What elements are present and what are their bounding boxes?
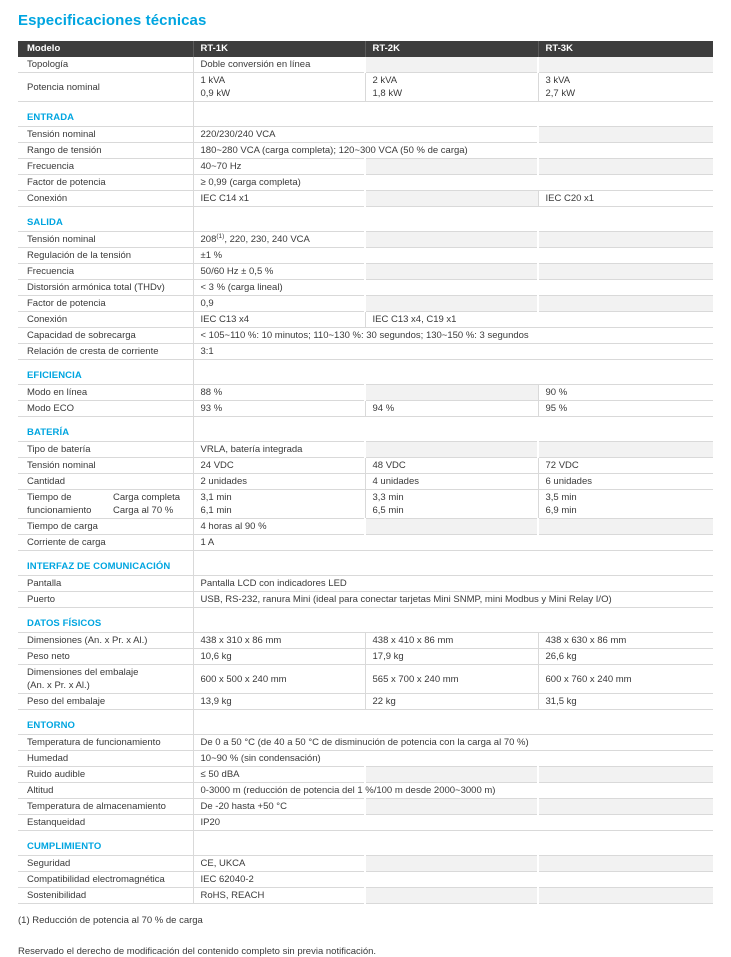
- spec-value-line: 3 kVA: [545, 75, 571, 86]
- spec-value: [538, 694, 713, 710]
- label-with-sublabels: [27, 491, 193, 517]
- spec-value-line: 0-3000 m (reducción de potencia del 1 %/100 m desde 2000~3000 m): [200, 785, 496, 796]
- spec-value: [538, 458, 713, 474]
- spec-value: [193, 592, 713, 608]
- section-row-cumplimiento: [18, 831, 713, 856]
- section-spacer: [193, 102, 713, 127]
- spec-value: [538, 385, 713, 401]
- spec-sublabel: Carga al 70 %: [113, 505, 174, 516]
- spec-label: Seguridad: [18, 856, 193, 872]
- section-row-salida: [18, 207, 713, 232]
- spec-value: [365, 665, 538, 694]
- spec-value: [193, 649, 365, 665]
- table-row: [18, 519, 713, 535]
- empty-cell: [538, 159, 713, 175]
- spec-value-line: 22 kg: [372, 696, 396, 707]
- spec-label-text: Tiempo de funcionamiento: [27, 492, 92, 516]
- spec-label-text: Dimensiones del embalaje: [27, 667, 139, 678]
- spec-value: [365, 474, 538, 490]
- spec-value-line: 0,9 kW: [200, 88, 231, 99]
- section-row-entorno: [18, 710, 713, 735]
- spec-value: [538, 191, 713, 207]
- table-row: [18, 248, 713, 264]
- footnote-ref: (1): [216, 232, 225, 240]
- empty-cell: [365, 767, 538, 783]
- empty-cell: [365, 799, 538, 815]
- spec-value-line: IP20: [200, 817, 221, 828]
- spec-label: Dimensiones (An. x Pr. x Al.): [18, 633, 193, 649]
- table-row: [18, 735, 713, 751]
- spec-value: [193, 344, 713, 360]
- empty-cell: [538, 888, 713, 904]
- spec-label: Potencia nominal: [18, 73, 193, 102]
- spec-value-line: 438 x 410 x 86 mm: [372, 635, 454, 646]
- spec-label: Modo ECO: [18, 401, 193, 417]
- spec-value: [193, 815, 713, 831]
- spec-value: [193, 248, 713, 264]
- value-post: , 220, 230, 240 VCA: [224, 234, 310, 245]
- spec-value-line: 48 VDC: [372, 460, 406, 471]
- table-row: [18, 665, 713, 694]
- table-row: [18, 143, 713, 159]
- spec-label: Tensión nominal: [18, 127, 193, 143]
- spec-value: [193, 576, 713, 592]
- spec-value-line: ≥ 0,99 (carga completa): [200, 177, 301, 188]
- spec-value: [193, 799, 365, 815]
- table-row: [18, 57, 713, 73]
- spec-value: [193, 519, 365, 535]
- footer-note: Reservado el derecho de modificación del contenido completo sin previa notificación.: [18, 946, 377, 957]
- table-row: [18, 535, 713, 551]
- spec-value: [193, 296, 365, 312]
- spec-value: [193, 191, 365, 207]
- spec-value: [193, 159, 365, 175]
- empty-cell: [365, 385, 538, 401]
- section-row-interfaz-de-comunicación: [18, 551, 713, 576]
- spec-label: Tiempo de carga: [18, 519, 193, 535]
- spec-value-line: 438 x 630 x 86 mm: [545, 635, 627, 646]
- spec-label: Ruido audible: [18, 767, 193, 783]
- spec-label: Conexión: [18, 191, 193, 207]
- spec-value-line: 565 x 700 x 240 mm: [372, 673, 459, 685]
- spec-value: [193, 232, 365, 248]
- spec-value: [365, 73, 538, 102]
- spec-value: [538, 665, 713, 694]
- spec-value-line: Pantalla LCD con indicadores LED: [200, 578, 347, 589]
- section-row-eficiencia: [18, 360, 713, 385]
- spec-value: [538, 474, 713, 490]
- spec-value-line: 24 VDC: [200, 460, 234, 471]
- spec-value: [193, 665, 365, 694]
- table-row: [18, 592, 713, 608]
- table-row: [18, 442, 713, 458]
- spec-value: [538, 401, 713, 417]
- spec-value-line: 438 x 310 x 86 mm: [200, 635, 282, 646]
- spec-table: [18, 41, 713, 904]
- spec-label: Conexión: [18, 312, 193, 328]
- spec-value-line: 4 horas al 90 %: [200, 521, 267, 532]
- spec-label: Frecuencia: [18, 159, 193, 175]
- spec-sublabel: Carga completa: [113, 492, 181, 503]
- spec-label: Topología: [18, 57, 193, 73]
- table-row: [18, 232, 713, 248]
- spec-value: [193, 490, 365, 519]
- table-row: [18, 458, 713, 474]
- table-row: [18, 649, 713, 665]
- table-row: [18, 296, 713, 312]
- spec-label: [18, 490, 193, 519]
- spec-label: Sostenibilidad: [18, 888, 193, 904]
- spec-value-line: 2 unidades: [200, 476, 247, 487]
- spec-value: [538, 633, 713, 649]
- spec-value-line: 2,7 kW: [545, 88, 576, 99]
- spec-value: [193, 442, 365, 458]
- table-row: [18, 799, 713, 815]
- spec-value-line: 6 unidades: [545, 476, 592, 487]
- spec-value: [193, 127, 538, 143]
- section-row-batería: [18, 417, 713, 442]
- spec-label: Temperatura de almacenamiento: [18, 799, 193, 815]
- spec-value: [365, 458, 538, 474]
- section-header-eficiencia: EFICIENCIA: [18, 360, 193, 385]
- spec-value: [365, 633, 538, 649]
- spec-label: Capacidad de sobrecarga: [18, 328, 193, 344]
- section-header-salida: SALIDA: [18, 207, 193, 232]
- table-row: [18, 490, 713, 519]
- spec-value: [193, 312, 365, 328]
- table-row: [18, 783, 713, 799]
- spec-label: [18, 665, 193, 694]
- section-header-cumplimiento: CUMPLIMIENTO: [18, 831, 193, 856]
- spec-value-line: 600 x 500 x 240 mm: [200, 673, 287, 685]
- spec-value: [538, 490, 713, 519]
- empty-cell: [365, 57, 538, 73]
- table-row: [18, 175, 713, 191]
- section-header-entorno: ENTORNO: [18, 710, 193, 735]
- spec-value: [193, 143, 713, 159]
- spec-label: Pantalla: [18, 576, 193, 592]
- section-spacer: [193, 551, 713, 576]
- section-row-datos-físicos: [18, 608, 713, 633]
- spec-label-text-2: (An. x Pr. x Al.): [27, 680, 90, 691]
- section-header-interfaz-de-comunicación: INTERFAZ DE COMUNICACIÓN: [18, 551, 193, 576]
- spec-value: [365, 649, 538, 665]
- section-row-entrada: [18, 102, 713, 127]
- spec-value: [193, 783, 713, 799]
- spec-value-line: 3:1: [200, 346, 214, 357]
- table-row: [18, 264, 713, 280]
- table-row: [18, 751, 713, 767]
- section-header-datos-físicos: DATOS FÍSICOS: [18, 608, 193, 633]
- spec-label: Factor de potencia: [18, 175, 193, 191]
- spec-value-line: < 105~110 %: 10 minutos; 110~130 %: 30 segundos; 130~150 %: 3 segundos: [200, 330, 529, 341]
- spec-label: Corriente de carga: [18, 535, 193, 551]
- empty-cell: [538, 232, 713, 248]
- empty-cell: [538, 799, 713, 815]
- spec-label: Cantidad: [18, 474, 193, 490]
- section-spacer: [193, 710, 713, 735]
- empty-cell: [538, 442, 713, 458]
- spec-label: Relación de cresta de corriente: [18, 344, 193, 360]
- spec-value-line: 6,5 min: [372, 505, 404, 516]
- section-spacer: [193, 831, 713, 856]
- spec-label: Humedad: [18, 751, 193, 767]
- spec-label: Estanqueidad: [18, 815, 193, 831]
- spec-value-line: 13,9 kg: [200, 696, 232, 707]
- spec-value-line: 10~90 % (sin condensación): [200, 753, 321, 764]
- spec-value-line: 40~70 Hz: [200, 161, 242, 172]
- spec-value-line: 0,9: [200, 298, 214, 309]
- spec-label: Peso neto: [18, 649, 193, 665]
- spec-label: Puerto: [18, 592, 193, 608]
- empty-cell: [365, 519, 538, 535]
- empty-cell: [365, 191, 538, 207]
- empty-cell: [538, 296, 713, 312]
- empty-cell: [538, 57, 713, 73]
- spec-value-line: 95 %: [545, 403, 568, 414]
- empty-cell: [538, 767, 713, 783]
- spec-value-line: 600 x 760 x 240 mm: [545, 673, 632, 685]
- spec-value-line: ≤ 50 dBA: [200, 769, 240, 780]
- spec-value: [193, 328, 713, 344]
- spec-value-line: IEC C20 x1: [545, 193, 595, 204]
- table-row: [18, 872, 713, 888]
- spec-value-line: ±1 %: [200, 250, 223, 261]
- spec-value: [365, 694, 538, 710]
- spec-value: [193, 280, 713, 296]
- spec-value-line: 1 A: [200, 537, 215, 548]
- spec-value: [193, 535, 713, 551]
- spec-value-line: 10,6 kg: [200, 651, 232, 662]
- spec-value: [193, 175, 713, 191]
- spec-label: Regulación de la tensión: [18, 248, 193, 264]
- spec-value: [193, 735, 713, 751]
- spec-value-line: 88 %: [200, 387, 223, 398]
- table-row: [18, 888, 713, 904]
- spec-value-line: 50/60 Hz ± 0,5 %: [200, 266, 274, 277]
- spec-value-line: < 3 % (carga lineal): [200, 282, 283, 293]
- spec-value: [193, 458, 365, 474]
- spec-value: [193, 73, 365, 102]
- table-row: [18, 856, 713, 872]
- spec-label: Peso del embalaje: [18, 694, 193, 710]
- table-row: [18, 127, 713, 143]
- spec-value-line: IEC C13 x4, C19 x1: [372, 314, 457, 325]
- spec-value: [365, 490, 538, 519]
- spec-value-line: 17,9 kg: [372, 651, 404, 662]
- spec-value: [193, 694, 365, 710]
- spec-value: [193, 767, 365, 783]
- spec-value-line: 3,1 min: [200, 492, 232, 503]
- value-pre: 208: [200, 234, 217, 245]
- spec-value-line: 93 %: [200, 403, 223, 414]
- table-row: [18, 312, 713, 328]
- table-row: [18, 401, 713, 417]
- empty-cell: [365, 442, 538, 458]
- spec-value: [538, 649, 713, 665]
- spec-label: Rango de tensión: [18, 143, 193, 159]
- column-header-modelo: Modelo: [18, 41, 193, 57]
- spec-value-line: 1 kVA: [200, 75, 226, 86]
- table-header-row: [18, 41, 713, 57]
- empty-cell: [365, 296, 538, 312]
- column-header-rt-2k: RT-2K: [365, 41, 538, 57]
- empty-cell: [538, 856, 713, 872]
- spec-label: Tensión nominal: [18, 458, 193, 474]
- empty-cell: [365, 264, 538, 280]
- spec-value-line: RoHS, REACH: [200, 890, 265, 901]
- spec-value-line: Doble conversión en línea: [200, 59, 311, 70]
- table-row: [18, 191, 713, 207]
- spec-value-line: De 0 a 50 °C (de 40 a 50 °C de disminución de potencia con la carga al 70 %): [200, 737, 529, 748]
- table-row: [18, 767, 713, 783]
- table-row: [18, 474, 713, 490]
- empty-cell: [365, 856, 538, 872]
- sublabel-column: [113, 491, 193, 517]
- spec-value: [193, 633, 365, 649]
- spec-value: [193, 856, 365, 872]
- table-row: [18, 694, 713, 710]
- spec-value-line: 26,6 kg: [545, 651, 577, 662]
- table-row: [18, 633, 713, 649]
- spec-value-line: 6,9 min: [545, 505, 577, 516]
- spec-value: [538, 73, 713, 102]
- spec-label: Modo en línea: [18, 385, 193, 401]
- spec-value-line: 2 kVA: [372, 75, 398, 86]
- spec-value: [193, 264, 365, 280]
- spec-value-line: IEC C13 x4: [200, 314, 250, 325]
- spec-value: [193, 474, 365, 490]
- table-row: [18, 576, 713, 592]
- spec-value: [193, 57, 365, 73]
- table-row: [18, 159, 713, 175]
- section-spacer: [193, 360, 713, 385]
- spec-value-line: CE, UKCA: [200, 858, 246, 869]
- section-header-entrada: ENTRADA: [18, 102, 193, 127]
- spec-value-line: 6,1 min: [200, 505, 232, 516]
- spec-value-line: VRLA, batería integrada: [200, 444, 303, 455]
- section-spacer: [193, 417, 713, 442]
- spec-value-line: 4 unidades: [372, 476, 419, 487]
- column-header-rt-1k: RT-1K: [193, 41, 365, 57]
- spec-value-line: 3,5 min: [545, 492, 577, 503]
- spec-value-line: 72 VDC: [545, 460, 579, 471]
- footnote: (1) Reducción de potencia al 70 % de carga: [18, 915, 203, 926]
- empty-cell: [538, 264, 713, 280]
- empty-cell: [365, 232, 538, 248]
- spec-value-line: IEC 62040-2: [200, 874, 254, 885]
- section-spacer: [193, 207, 713, 232]
- table-row: [18, 385, 713, 401]
- spec-label: Compatibilidad electromagnética: [18, 872, 193, 888]
- empty-cell: [365, 888, 538, 904]
- empty-cell: [365, 159, 538, 175]
- spec-value: [365, 312, 713, 328]
- spec-value-line: 1,8 kW: [372, 88, 403, 99]
- spec-label: Temperatura de funcionamiento: [18, 735, 193, 751]
- spec-label: Factor de potencia: [18, 296, 193, 312]
- table-row: [18, 73, 713, 102]
- section-header-batería: BATERÍA: [18, 417, 193, 442]
- spec-value-line: IEC C14 x1: [200, 193, 250, 204]
- spec-label: Altitud: [18, 783, 193, 799]
- table-row: [18, 328, 713, 344]
- empty-cell: [538, 127, 713, 143]
- spec-value: [193, 385, 365, 401]
- spec-value-line: 180~280 VCA (carga completa); 120~300 VCA (50 % de carga): [200, 145, 468, 156]
- spec-label: Distorsión armónica total (THDv): [18, 280, 193, 296]
- spec-value-line: 220/230/240 VCA: [200, 129, 276, 140]
- spec-label: Frecuencia: [18, 264, 193, 280]
- page-title: Especificaciones técnicas: [18, 12, 207, 29]
- spec-value: [193, 872, 713, 888]
- spec-value-line: 94 %: [372, 403, 395, 414]
- spec-value-line: 3,3 min: [372, 492, 404, 503]
- spec-value: [193, 751, 713, 767]
- spec-label: Tipo de batería: [18, 442, 193, 458]
- column-header-rt-3k: RT-3K: [538, 41, 713, 57]
- section-spacer: [193, 608, 713, 633]
- spec-value: [365, 401, 538, 417]
- spec-label: Tensión nominal: [18, 232, 193, 248]
- spec-value-line: 90 %: [545, 387, 568, 398]
- table-row: [18, 344, 713, 360]
- spec-value-line: USB, RS-232, ranura Mini (ideal para conectar tarjetas Mini SNMP, mini Modbus y Mini Relay I/O): [200, 594, 612, 605]
- table-row: [18, 815, 713, 831]
- spec-value-line: De -20 hasta +50 °C: [200, 801, 287, 812]
- spec-value: [193, 888, 365, 904]
- spec-value-with-footnote-ref: [201, 233, 361, 246]
- spec-value-line: 31,5 kg: [545, 696, 577, 707]
- empty-cell: [538, 519, 713, 535]
- table-row: [18, 280, 713, 296]
- spec-value: [193, 401, 365, 417]
